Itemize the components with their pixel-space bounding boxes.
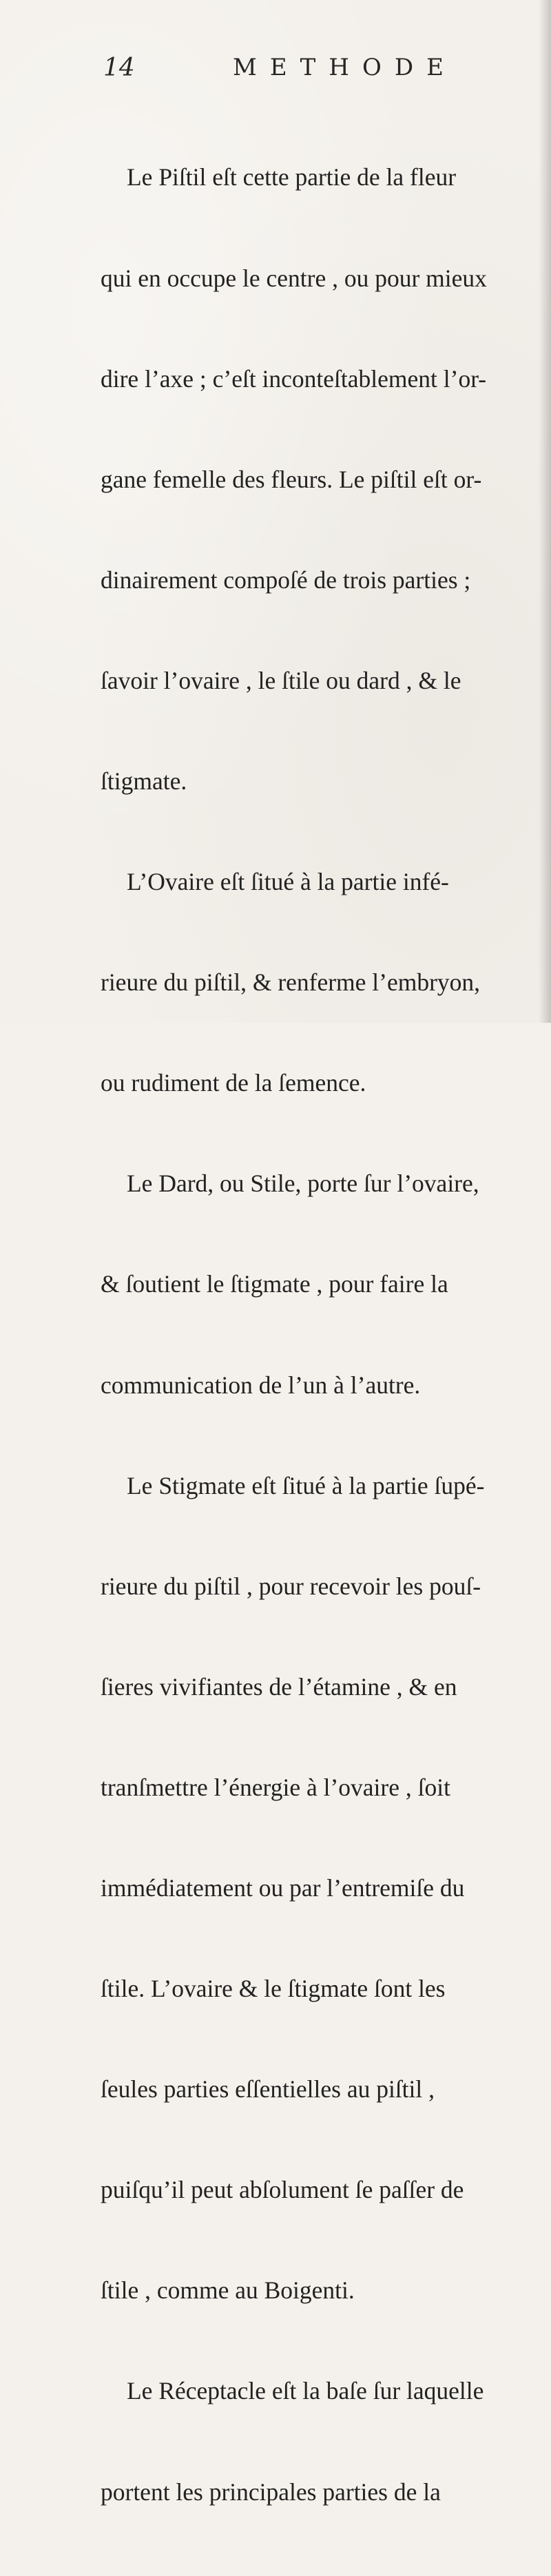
text-line: ſeules parties eſſentielles au piſtil ,: [101, 2075, 435, 2104]
text-line: Le Réceptacle eſt la baſe ſur laquelle: [127, 2377, 484, 2405]
text-line: Le Dard, ou Stile, porte ſur l’ovaire,: [127, 1170, 479, 1198]
text-line: Le Stigmate eſt ſitué à la partie ſupé-: [127, 1471, 485, 1499]
text-line: ſtigmate.: [101, 767, 187, 795]
text-line: ou rudiment de la ſemence.: [101, 1069, 366, 1097]
text-line: Le Piſtil eſt cette partie de la fleur: [127, 163, 457, 191]
running-head: METHODE: [233, 54, 457, 81]
text-line: L’Ovaire eſt ſitué à la partie infé-: [127, 868, 449, 896]
text-line: & ſoutient le ſtigmate , pour faire la: [101, 1270, 448, 1298]
text-line: portent les principales parties de la: [101, 2478, 441, 2506]
text-line: qui en occupe le centre , ou pour mieux: [101, 264, 487, 292]
text-line: ſavoir l’ovaire , le ſtile ou dard , & le: [101, 666, 461, 694]
text-line: rieure du piſtil, & renferme l’embryon,: [101, 968, 481, 997]
page-header: [103, 51, 461, 92]
text-line: dire l’axe ; c’eſt inconteſtablement l’or-: [101, 364, 487, 393]
page-number: 14: [103, 54, 135, 82]
body-text: [101, 94, 528, 2576]
text-line: dinairement compoſé de trois parties ;: [101, 565, 471, 594]
text-line: ſieres vivifiantes de l’étamine , & en: [101, 1672, 457, 1701]
text-line: puiſqu’il peut abſolument ſe paſſer de: [101, 2176, 464, 2204]
text-line: gane femelle des fleurs. Le piſtil eſt or-: [101, 465, 482, 493]
text-line: ſtile. L’ovaire & le ſtigmate ſont les: [101, 1975, 446, 2003]
text-line: ſtile , comme au Boigenti.: [101, 2276, 355, 2305]
text-line: tranſmettre l’énergie à l’ovaire , ſoit: [101, 1773, 450, 1801]
text-line: rieure du piſtil , pour recevoir les pouſ-: [101, 1572, 481, 1600]
text-line: communication de l’un à l’autre.: [101, 1371, 421, 1399]
text-line: immédiatement ou par l’entremiſe du: [101, 1874, 465, 1902]
page-edge-shadow: [539, 0, 551, 1023]
